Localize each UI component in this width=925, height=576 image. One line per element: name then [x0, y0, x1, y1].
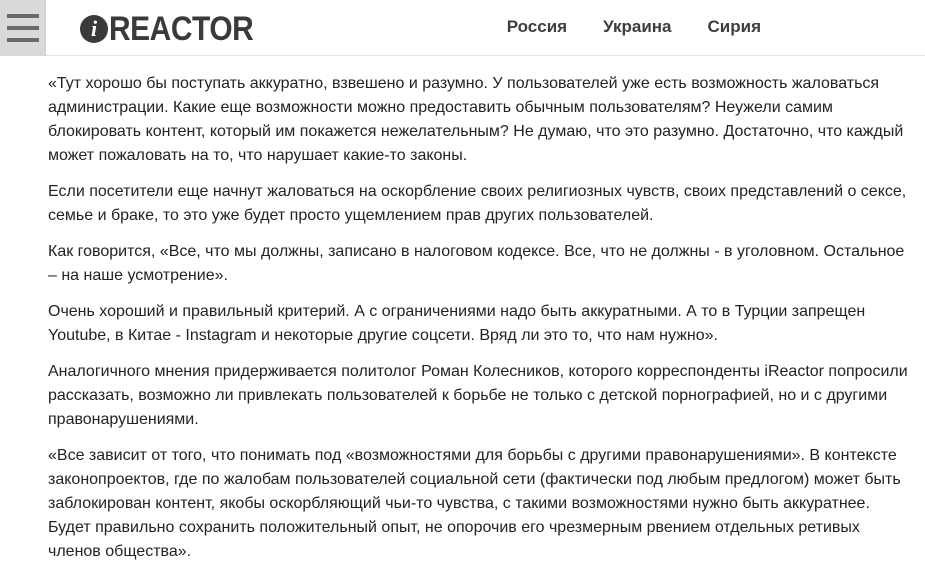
- logo-text: REACTOR: [109, 10, 254, 48]
- article-body: [48, 72, 908, 576]
- article-paragraph: Аналогичного мнения придерживается политолог Роман Колесников, которого корреспонденты iReactor попросили рассказать, возможно ли привлекать пользователей к борьбе не только с детской порнографией, но и с другими правонарушениями.: [48, 363, 908, 428]
- article-paragraph: «Все зависит от того, что понимать под «возможностями для борьбы с другими правонарушениями». В контексте законопроектов, где по жалобам пользователей социальной сети (фактически под любым предлогом) может быть заблокирован контент, якобы оскорбляющий чьи-то чувства, с такими возможностями нужно быть аккуратнее. Будет правильно сохранить положительный опыт, не опорочив его чрезмерным рвением отдельных ретивых членов общества».: [48, 447, 901, 560]
- site-logo[interactable]: [80, 9, 273, 49]
- nav-syria[interactable]: Сирия: [707, 17, 761, 36]
- article-paragraph: Очень хороший и правильный критерий. А с ограничениями надо быть аккуратными. А то в Турции запрещен Youtube, в Китае - Instagram и некоторые другие соцсети. Вряд ли это то, что нам нужно».: [48, 303, 866, 344]
- nav-russia[interactable]: Россия: [506, 17, 568, 36]
- logo-info-icon: i: [80, 15, 108, 43]
- site-header: [0, 0, 925, 56]
- article-paragraph: Если посетители еще начнут жаловаться на оскорбление своих религиозных чувств, своих представлений о сексе, семье и браке, то это уже будет просто ущемлением прав других пользователей.: [48, 183, 907, 224]
- article-paragraph: «Тут хорошо бы поступать аккуратно, взвешено и разумно. У пользователей уже есть возможность жаловаться администрации. Какие еще возможности можно предоставить обычным пользователям? Неужели самим блокировать контент, который им покажется нежелательным? Не думаю, что это разумно. Достаточно, что каждый может пожаловать на то, что нарушает какие-то законы.: [48, 75, 904, 164]
- article-paragraph: Как говорится, «Все, что мы должны, записано в налоговом кодексе. Все, что не должны - в уголовном. Остальное – на наше усмотрение».: [48, 243, 905, 284]
- main-nav: [471, 16, 761, 38]
- nav-ukraine[interactable]: Украина: [603, 17, 672, 36]
- hamburger-menu-icon[interactable]: [0, 0, 46, 56]
